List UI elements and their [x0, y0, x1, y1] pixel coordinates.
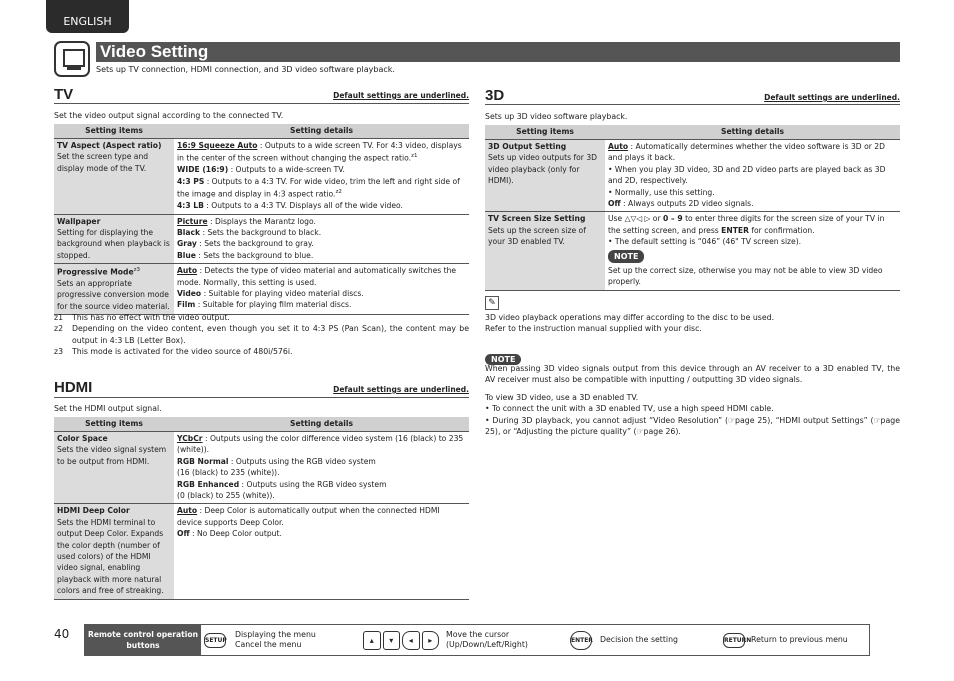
- enter-key-icon: ENTER: [570, 631, 592, 650]
- option: Picture: [177, 216, 208, 226]
- arrow-keys-icon: △▽◁ ▷: [624, 214, 651, 224]
- item-name: TV Aspect (Aspect ratio): [57, 141, 162, 150]
- bullet: • When you play 3D video, 3D and 2D video parts are played back as 3D and 2D, respectively.: [608, 164, 886, 186]
- item-name: 3D Output Setting: [488, 142, 567, 151]
- option: 4:3 LB: [177, 201, 204, 211]
- col-items: Setting items: [54, 124, 174, 139]
- bullet: • The default setting is “046” (46" TV screen size).: [608, 237, 802, 247]
- pencil-icon: ✎: [485, 296, 499, 310]
- option-desc: : Outputs using the RGB video system: [239, 479, 387, 489]
- cursor-description: [446, 630, 528, 650]
- option: Off: [177, 529, 190, 539]
- option: Blue: [177, 250, 196, 260]
- instruction-text: or: [650, 214, 663, 224]
- table-row: [54, 264, 469, 315]
- hdmi-heading: HDMI: [54, 379, 93, 396]
- option-desc: : Outputs to a 4:3 TV. For wide video, trim the left and right side of the image and display in 4:3 aspect ratio.: [177, 176, 460, 199]
- tip-text: Refer to the instruction manual supplied with your disc.: [485, 324, 702, 334]
- option: Black: [177, 227, 201, 237]
- tv-settings-table: [54, 124, 469, 315]
- left-key-icon: ◂: [402, 631, 420, 650]
- page-number: 40: [54, 627, 70, 641]
- default-note: Default settings are underlined.: [333, 91, 469, 100]
- default-note: Default settings are underlined.: [764, 93, 900, 102]
- instruction-text: Use: [608, 214, 625, 224]
- cursor-keys-icon: [363, 631, 439, 649]
- col-details: Setting details: [605, 125, 900, 140]
- note-text: Set up the correct size, otherwise you may not be able to view 3D video properly.: [608, 266, 883, 287]
- option: Off: [608, 199, 621, 209]
- footnote-text: This has no effect with the video output.: [72, 313, 230, 322]
- return-key-icon: RETURN: [723, 633, 745, 648]
- footnote-mark: z1: [54, 313, 64, 322]
- hdmi-intro: Set the HDMI output signal.: [54, 404, 162, 413]
- cursor-text: Move the cursor: [446, 630, 510, 639]
- option-desc: : Sets the background to gray.: [196, 239, 314, 249]
- enter-key: ENTER: [721, 225, 749, 235]
- option-desc: (16 (black) to 235 (white)).: [177, 468, 280, 478]
- option: WIDE (16:9): [177, 165, 229, 175]
- setup-text: Displaying the menu: [235, 630, 316, 639]
- note-text: • During 3D playback, you cannot adjust “Video Resolution” (☞page 25), “HDMI output Settings” (☞page 25), or “Adjusting the picture quality” (☞page 26).: [485, 415, 900, 437]
- option: Auto: [177, 506, 198, 516]
- 3d-heading: 3D: [485, 87, 505, 104]
- item-desc: Sets up video outputs for 3D video playback (only for HDMI).: [488, 153, 597, 186]
- 3d-settings-table: [485, 125, 900, 291]
- setup-description: [235, 630, 316, 650]
- divider: [485, 104, 900, 105]
- footnote-mark: z3: [133, 267, 140, 274]
- footnote-mark: z2: [54, 324, 64, 334]
- table-row: [54, 214, 469, 264]
- option-desc: : Sets the background to black.: [200, 227, 322, 237]
- page-subtitle: Sets up TV connection, HDMI connection, and 3D video software playback.: [96, 65, 395, 74]
- item-name: HDMI Deep Color: [57, 506, 130, 516]
- option-desc: : Outputs using the RGB video system: [228, 456, 376, 466]
- digit-keys: 0 – 9: [663, 214, 683, 224]
- tv-heading: TV: [54, 86, 74, 103]
- item-desc: Sets the HDMI terminal to output Deep Color. Expands the color depth (number of used colors) of the HDMI video signal, enabling playback with more natural colors and free of streaking.: [57, 517, 164, 596]
- col-items: Setting items: [485, 125, 605, 140]
- note-text: When passing 3D video signals output from this device through an AV receiver to a 3D enabled TV, the AV receiver must also be compatible with inputting / outputting 3D video signals.: [485, 364, 900, 385]
- option: YCbCr: [177, 434, 203, 443]
- divider: [54, 103, 469, 104]
- option: Gray: [177, 239, 197, 249]
- footnote-text: This mode is activated for the video source of 480i/576i.: [72, 347, 293, 357]
- option: Film: [177, 300, 196, 310]
- bullet: • Normally, use this setting.: [608, 187, 715, 197]
- table-row: [54, 504, 469, 599]
- table-row: [54, 432, 469, 504]
- item-name: Progressive Mode: [57, 267, 134, 277]
- item-desc: Setting for displaying the background when playback is stopped.: [57, 227, 170, 260]
- option-desc: : Always outputs 2D video signals.: [620, 199, 754, 209]
- remote-buttons-bar: [84, 624, 870, 656]
- 3d-intro: Sets up 3D video software playback.: [485, 112, 628, 121]
- instruction-text: to enter three digits for the screen size of your TV in the setting screen, and press: [608, 214, 885, 235]
- item-desc: Sets up the screen size of your 3D enabled TV.: [488, 225, 586, 247]
- enter-description: Decision the setting: [600, 635, 678, 644]
- option-desc: : No Deep Color output.: [189, 529, 282, 539]
- table-row: [485, 212, 900, 290]
- option-desc: : Outputs using the color difference video system (16 (black) to 235 (white)).: [177, 434, 464, 455]
- option-desc: : Outputs to a wide-screen TV.: [228, 165, 345, 175]
- tv-icon: [54, 41, 90, 77]
- footnote-mark: z3: [54, 347, 64, 357]
- option: 16:9 Squeeze Auto: [177, 141, 258, 150]
- note-badge: NOTE: [608, 250, 644, 263]
- setup-text: Cancel the menu: [235, 640, 302, 649]
- col-details: Setting details: [174, 417, 469, 432]
- language-tab: ENGLISH: [46, 0, 129, 33]
- remote-buttons-label: Remote control operation buttons: [85, 625, 201, 655]
- col-items: Setting items: [54, 417, 174, 432]
- default-note: Default settings are underlined.: [333, 385, 469, 394]
- down-key-icon: ▾: [383, 631, 401, 650]
- footnote-text: Depending on the video content, even though you set it to 4:3 PS (Pan Scan), the content may be output in 4:3 LB (Letter Box).: [72, 324, 469, 345]
- setup-key-icon: SETUP: [204, 633, 226, 648]
- item-name: Color Space: [57, 434, 108, 443]
- return-description: Return to previous menu: [751, 635, 848, 644]
- item-name: TV Screen Size Setting: [488, 214, 586, 224]
- option-desc: : Detects the type of video material and automatically switches the mode. Normally, this setting is used.: [177, 266, 457, 287]
- right-key-icon: ▸: [422, 631, 440, 650]
- option-desc: : Automatically determines whether the video software is 3D or 2D and plays it back.: [608, 142, 885, 163]
- col-details: Setting details: [174, 124, 469, 139]
- option-desc: : Suitable for playing video material discs.: [201, 288, 364, 298]
- option-desc: : Sets the background to blue.: [195, 250, 314, 260]
- tv-footnotes: [54, 312, 469, 358]
- option: RGB Normal: [177, 456, 229, 466]
- option: Video: [177, 288, 202, 298]
- instruction-text: for confirmation.: [748, 225, 815, 235]
- option-desc: : Displays the Marantz logo.: [207, 216, 316, 226]
- table-row: [54, 139, 469, 215]
- cursor-text: (Up/Down/Left/Right): [446, 640, 528, 649]
- option-desc: : Outputs to a wide screen TV. For 4:3 video, displays in the center of the screen without changing the aspect ratio.: [177, 141, 462, 163]
- option: Auto: [177, 266, 198, 276]
- hdmi-settings-table: [54, 417, 469, 600]
- divider: [54, 397, 469, 398]
- item-desc: Sets the video signal system to be output from HDMI.: [57, 445, 167, 466]
- option: Auto: [608, 142, 629, 151]
- note-text: To view 3D video, use a 3D enabled TV.: [485, 392, 639, 402]
- option-desc: : Outputs to a 4:3 TV. Displays all of the wide video.: [203, 201, 403, 211]
- item-desc: Sets an appropriate progressive conversion mode for the source video material.: [57, 279, 170, 311]
- option: 4:3 PS: [177, 176, 205, 186]
- option-desc: (0 (black) to 255 (white)).: [177, 491, 275, 501]
- tv-intro: Set the video output signal according to the connected TV.: [54, 111, 284, 120]
- tip-text: 3D video playback operations may differ according to the disc to be used.: [485, 313, 775, 322]
- footnote-mark: z2: [335, 189, 342, 196]
- option-desc: : Deep Color is automatically output when the connected HDMI device supports Deep Color.: [177, 506, 440, 527]
- up-key-icon: ▴: [363, 631, 381, 650]
- item-name: Wallpaper: [57, 216, 101, 226]
- item-desc: Set the screen type and display mode of the TV.: [57, 152, 149, 173]
- option-desc: : Suitable for playing film material discs.: [195, 300, 352, 310]
- 3d-tips: [485, 312, 900, 335]
- 3d-notes: [485, 363, 900, 437]
- note-badge: NOTE: [485, 354, 521, 365]
- page-title: Video Setting: [96, 42, 900, 62]
- footnote-mark: z1: [411, 153, 418, 160]
- table-row: [485, 140, 900, 212]
- option: RGB Enhanced: [177, 479, 240, 489]
- note-text: • To connect the unit with a 3D enabled TV, use a high speed HDMI cable.: [485, 404, 774, 414]
